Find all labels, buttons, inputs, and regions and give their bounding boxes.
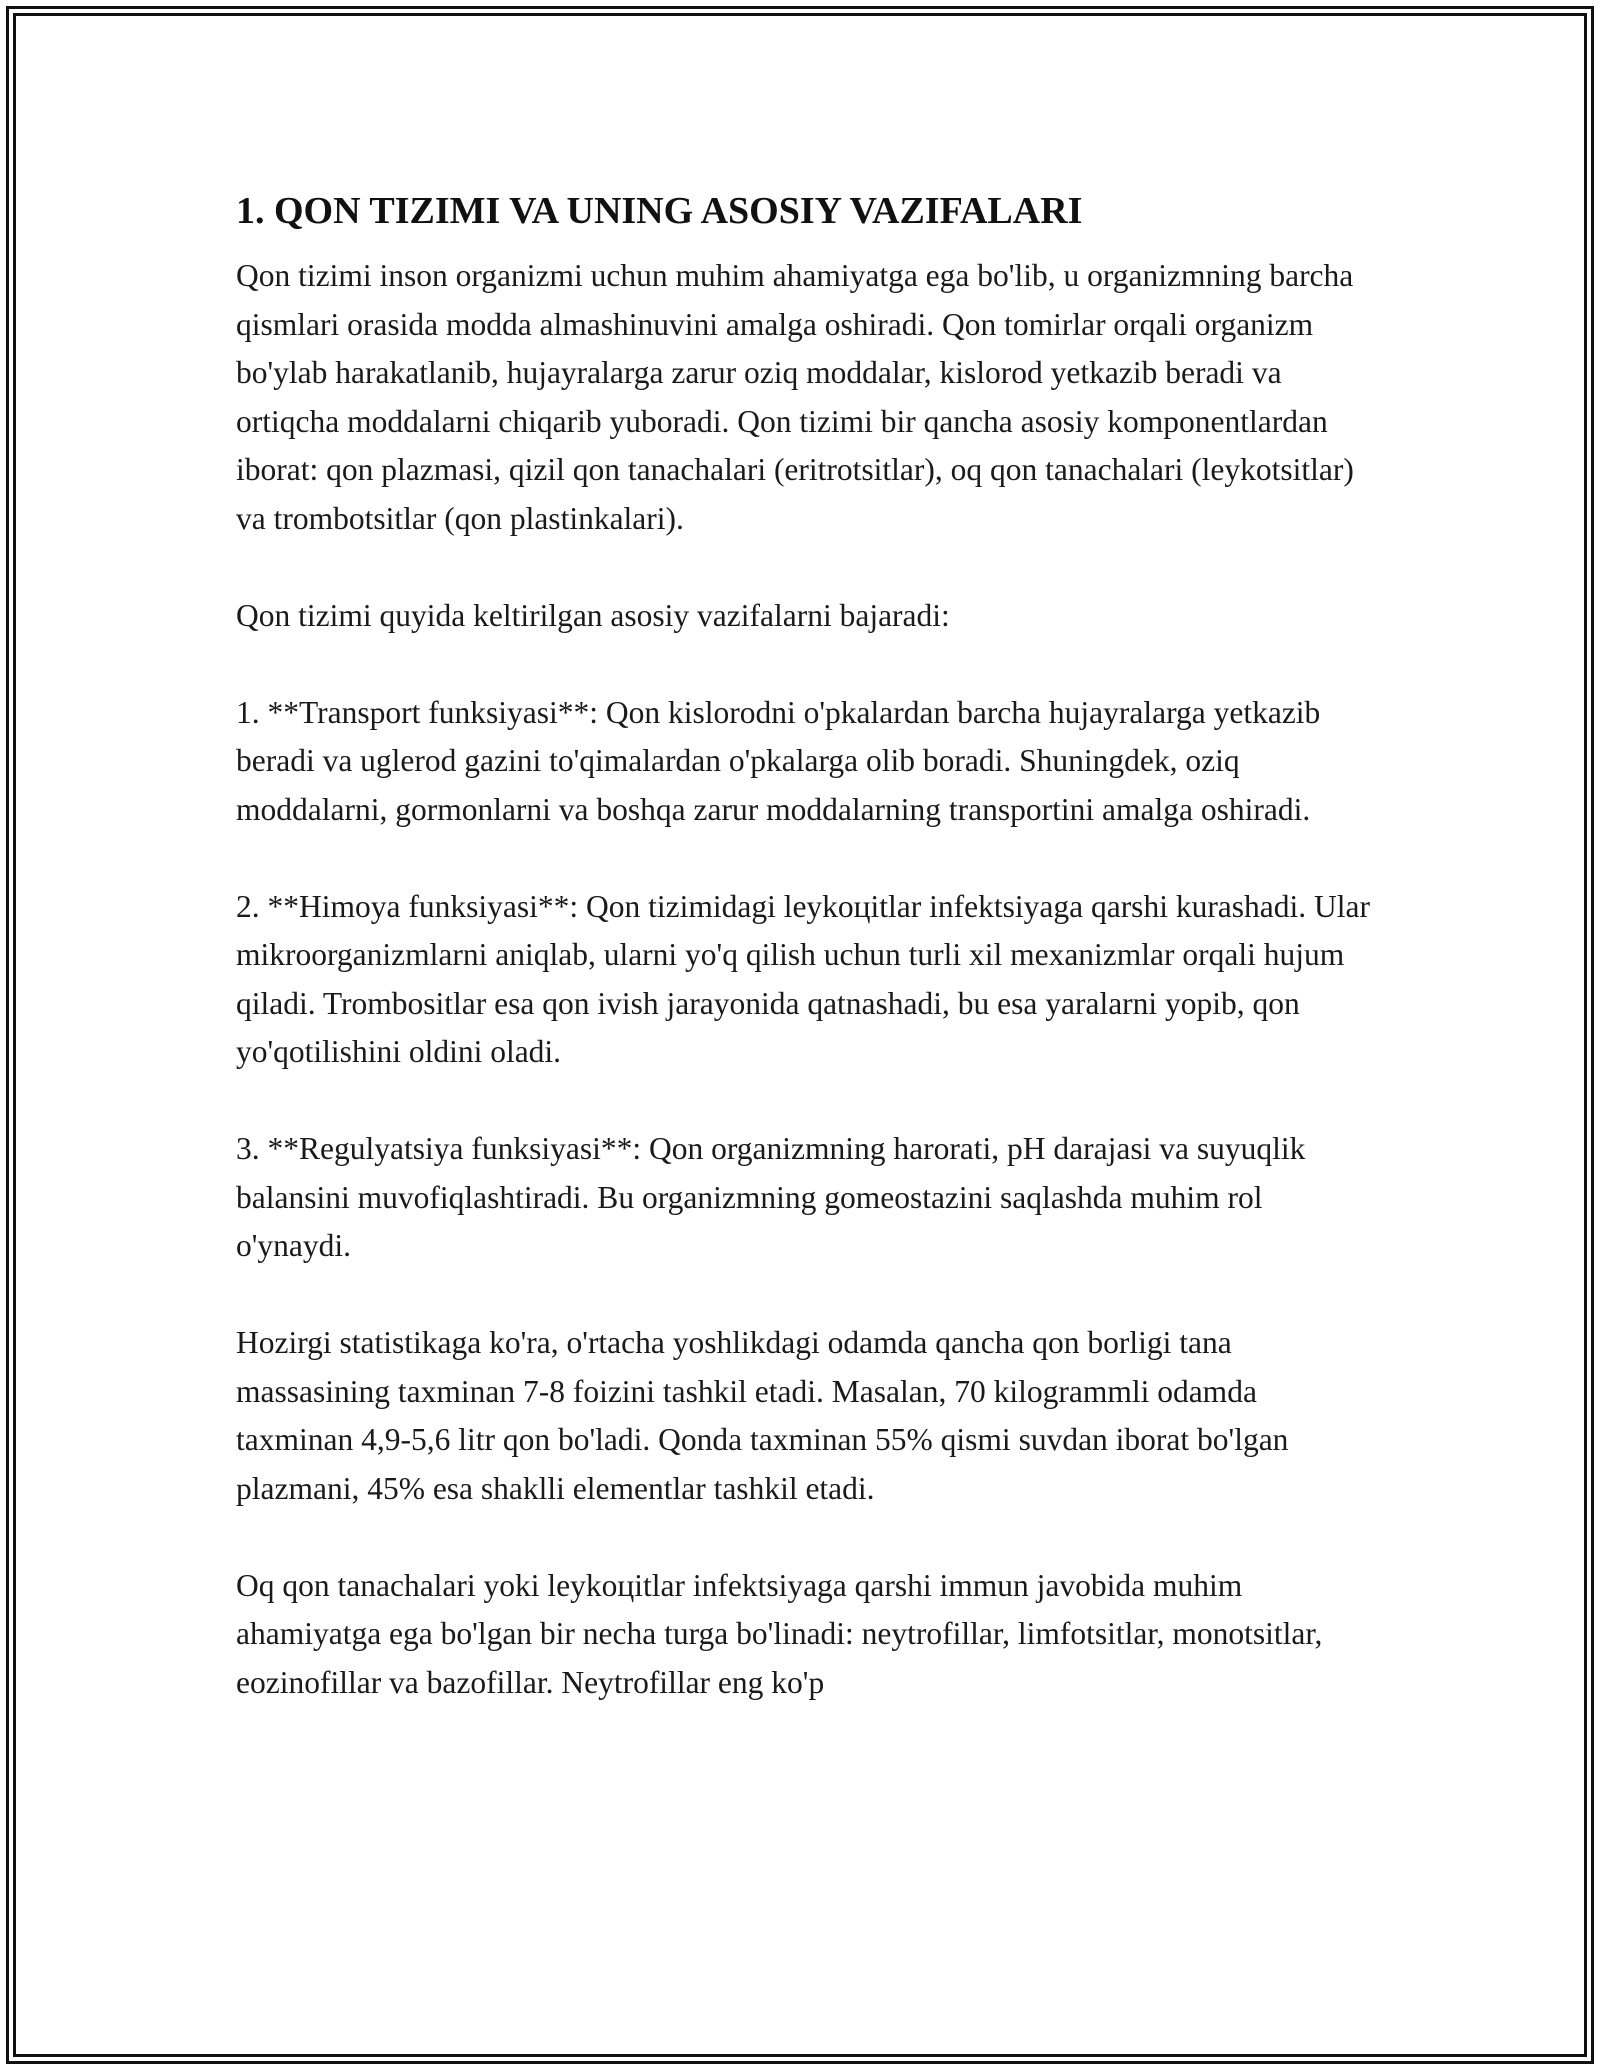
page-title: 1. QON TIZIMI VA UNING ASOSIY VAZIFALARI bbox=[236, 190, 1083, 232]
paragraph-functions-lead: Qon tizimi quyida keltirilgan asosiy vazifalarni bajaradi: bbox=[236, 597, 950, 633]
paragraph-transport-function: 1. **Transport funksiyasi**: Qon kislorodni o'pkalardan barcha hujayralarga yetkazib beradi va uglerod gazini to'qimalardan o'pkalarga olib boradi. Shuningdek, oziq moddalarni, gormonlarni va boshqa zarur moddalarning transportini amalga oshiradi. bbox=[236, 694, 1321, 827]
paragraph-protection-function: 2. **Himoya funksiyasi**: Qon tizimidagi leykoцitlar infektsiyaga qarshi kurashadi. Ular mikroorganizmlarni aniqlab, ularni yo'q qilish uchun turli xil mexanizmlar orqali hujum qiladi. Trombositlar esa qon ivish jarayonida qatnashadi, bu esa yaralarni yopib, qon yo'qotilishini oldini oladi. bbox=[236, 888, 1370, 1069]
paragraph-regulation-function: 3. **Regulyatsiya funksiyasi**: Qon organizmning harorati, pH darajasi va suyuqlik balansini muvofiqlashtiradi. Bu organizmning gomeostazini saqlashda muhim rol o'ynaydi. bbox=[236, 1131, 1306, 1263]
paragraph-intro: Qon tizimi inson organizmi uchun muhim ahamiyatga ega bo'lib, u organizmning barcha qismlari orasida modda almashinuvini amalga oshiradi. Qon tomirlar orqali organizm bo'ylab harakatlanib, hujayralarga zarur oziq moddalar, kislorod yetkazib beradi va ortiqcha moddalarni chiqarib yuboradi. Qon tizimi bir qancha asosiy komponentlardan iborat: qon plazmasi, qizil qon tanachalari (eritrotsitlar), oq qon tanachalari (leykotsitlar) va trombotsitlar (qon plastinkalari). bbox=[236, 258, 1354, 536]
paragraph-leukocytes: Oq qon tanachalari yoki leykoцitlar infektsiyaga qarshi immun javobida muhim ahamiyatga ega bo'lgan bir necha turga bo'linadi: neytrofillar, limfotsitlar, monotsitlar, eozinofillar va bazofillar. Neytrofillar eng ko'p bbox=[236, 1567, 1323, 1700]
document-body bbox=[236, 186, 1376, 1756]
paragraph-statistics: Hozirgi statistikaga ko'ra, o'rtacha yoshlikdagi odamda qancha qon borligi tana massasining taxminan 7-8 foizini tashkil etadi. Masalan, 70 kilogrammli odamda taxminan 4,9-5,6 litr qon bo'ladi. Qonda taxminan 55% qismi suvdan iborat bo'lgan plazmani, 45% esa shaklli elementlar tashkil etadi. bbox=[236, 1325, 1289, 1506]
